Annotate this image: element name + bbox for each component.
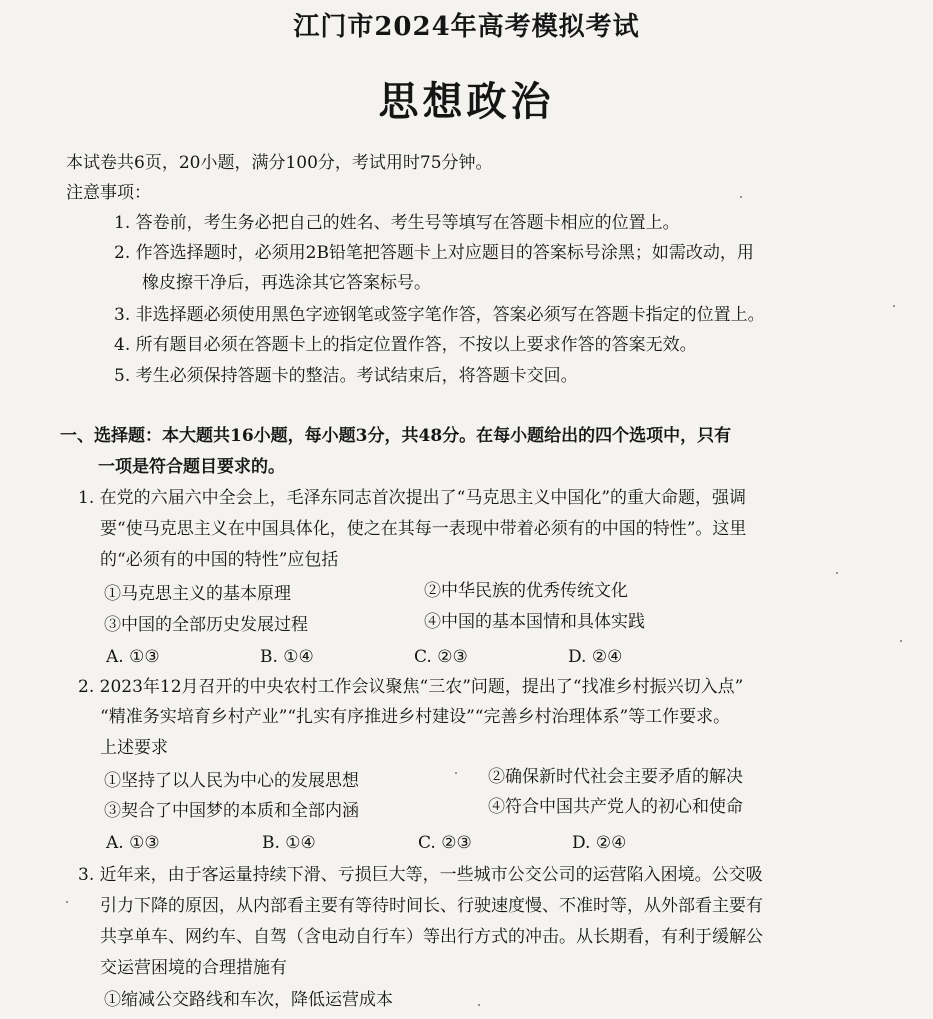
notice-item: 4. 所有题目必须在答题卡上的指定位置作答，不按以上要求作答的答案无效。: [114, 335, 697, 355]
question-2-option-a: A. ①③: [106, 833, 160, 853]
question-1-option-c: C. ②③: [414, 647, 468, 667]
question-2-stem: 2. 2023年12月召开的中央农村工作会议聚焦“三农”问题，提出了“找准乡村振兴切入点”: [78, 677, 744, 697]
question-1-option-d: D. ②④: [568, 647, 623, 667]
question-1-option-a: A. ①③: [106, 647, 160, 667]
question-2-option-d: D. ②④: [572, 833, 627, 853]
question-3-stem: 交运营困境的合理措施有: [100, 958, 287, 978]
question-1-statement: ④中国的基本国情和具体实践: [424, 612, 645, 632]
question-2-stem: 上述要求: [100, 738, 168, 758]
question-1-statement: ②中华民族的优秀传统文化: [424, 581, 628, 601]
scan-speck: [478, 1004, 480, 1006]
question-2-option-b: B. ①④: [262, 833, 316, 853]
subject-title: 思想政治: [378, 78, 555, 125]
question-3-stem: 共享单车、网约车、自驾（含电动自行车）等出行方式的冲击。从长期看，有利于缓解公: [100, 927, 763, 947]
question-2-stem: “精准务实培育乡村产业”“扎实有序推进乡村建设”“完善乡村治理体系”等工作要求。: [100, 707, 731, 727]
question-2-statement: ④符合中国共产党人的初心和使命: [488, 797, 743, 817]
exam-title: 江门市2024年高考模拟考试: [293, 12, 640, 42]
scan-speck: [66, 901, 68, 903]
question-3-stem: 引力下降的原因，从内部看主要有等待时间长、行驶速度慢、不准时等，从外部看主要有: [100, 896, 763, 916]
question-1-stem: 的“必须有的中国的特性”应包括: [100, 550, 339, 570]
question-3-statement: ①缩减公交路线和车次，降低运营成本: [104, 990, 393, 1010]
notice-item: 橡皮擦干净后，再选涂其它答案标号。: [142, 273, 431, 293]
question-1-statement: ③中国的全部历史发展过程: [104, 615, 308, 635]
notice-item: 5. 考生必须保持答题卡的整洁。考试结束后，将答题卡交回。: [114, 366, 578, 386]
question-1-statement: ①马克思主义的基本原理: [104, 584, 291, 604]
question-1-stem: 1. 在党的六届六中全会上，毛泽东同志首次提出了“马克思主义中国化”的重大命题，强调: [78, 488, 747, 508]
scan-speck: [455, 772, 457, 774]
notice-label: 注意事项：: [66, 183, 151, 203]
question-1-option-b: B. ①④: [260, 647, 314, 667]
exam-summary: 本试卷共6页，20小题，满分100分，考试用时75分钟。: [66, 153, 493, 173]
notice-item: 3. 非选择题必须使用黑色字迹钢笔或签字笔作答，答案必须写在答题卡指定的位置上。: [114, 305, 765, 325]
question-2-statement: ③契合了中国梦的本质和全部内涵: [104, 801, 359, 821]
question-3-stem: 3. 近年来，由于客运量持续下滑、亏损巨大等，一些城市公交公司的运营陷入困境。公交吸: [78, 865, 763, 885]
scan-speck: [900, 640, 902, 642]
scan-speck: [836, 572, 838, 574]
notice-item: 2. 作答选择题时，必须用2B铅笔把答题卡上对应题目的答案标号涂黑；如需改动，用: [114, 243, 754, 263]
scan-speck: [740, 196, 742, 198]
scan-speck: [893, 305, 895, 307]
section-heading: 一、选择题：本大题共16小题，每小题3分，共48分。在每小题给出的四个选项中，只有: [60, 426, 732, 446]
question-2-option-c: C. ②③: [418, 833, 472, 853]
question-1-stem: 要“使马克思主义在中国具体化，使之在其每一表现中带着必须有的中国的特性”。这里: [100, 519, 747, 539]
notice-item: 1. 答卷前，考生务必把自己的姓名、考生号等填写在答题卡相应的位置上。: [114, 213, 680, 233]
question-2-statement: ①坚持了以人民为中心的发展思想: [104, 771, 359, 791]
question-2-statement: ②确保新时代社会主要矛盾的解决: [488, 767, 743, 787]
section-heading: 一项是符合题目要求的。: [98, 457, 285, 477]
